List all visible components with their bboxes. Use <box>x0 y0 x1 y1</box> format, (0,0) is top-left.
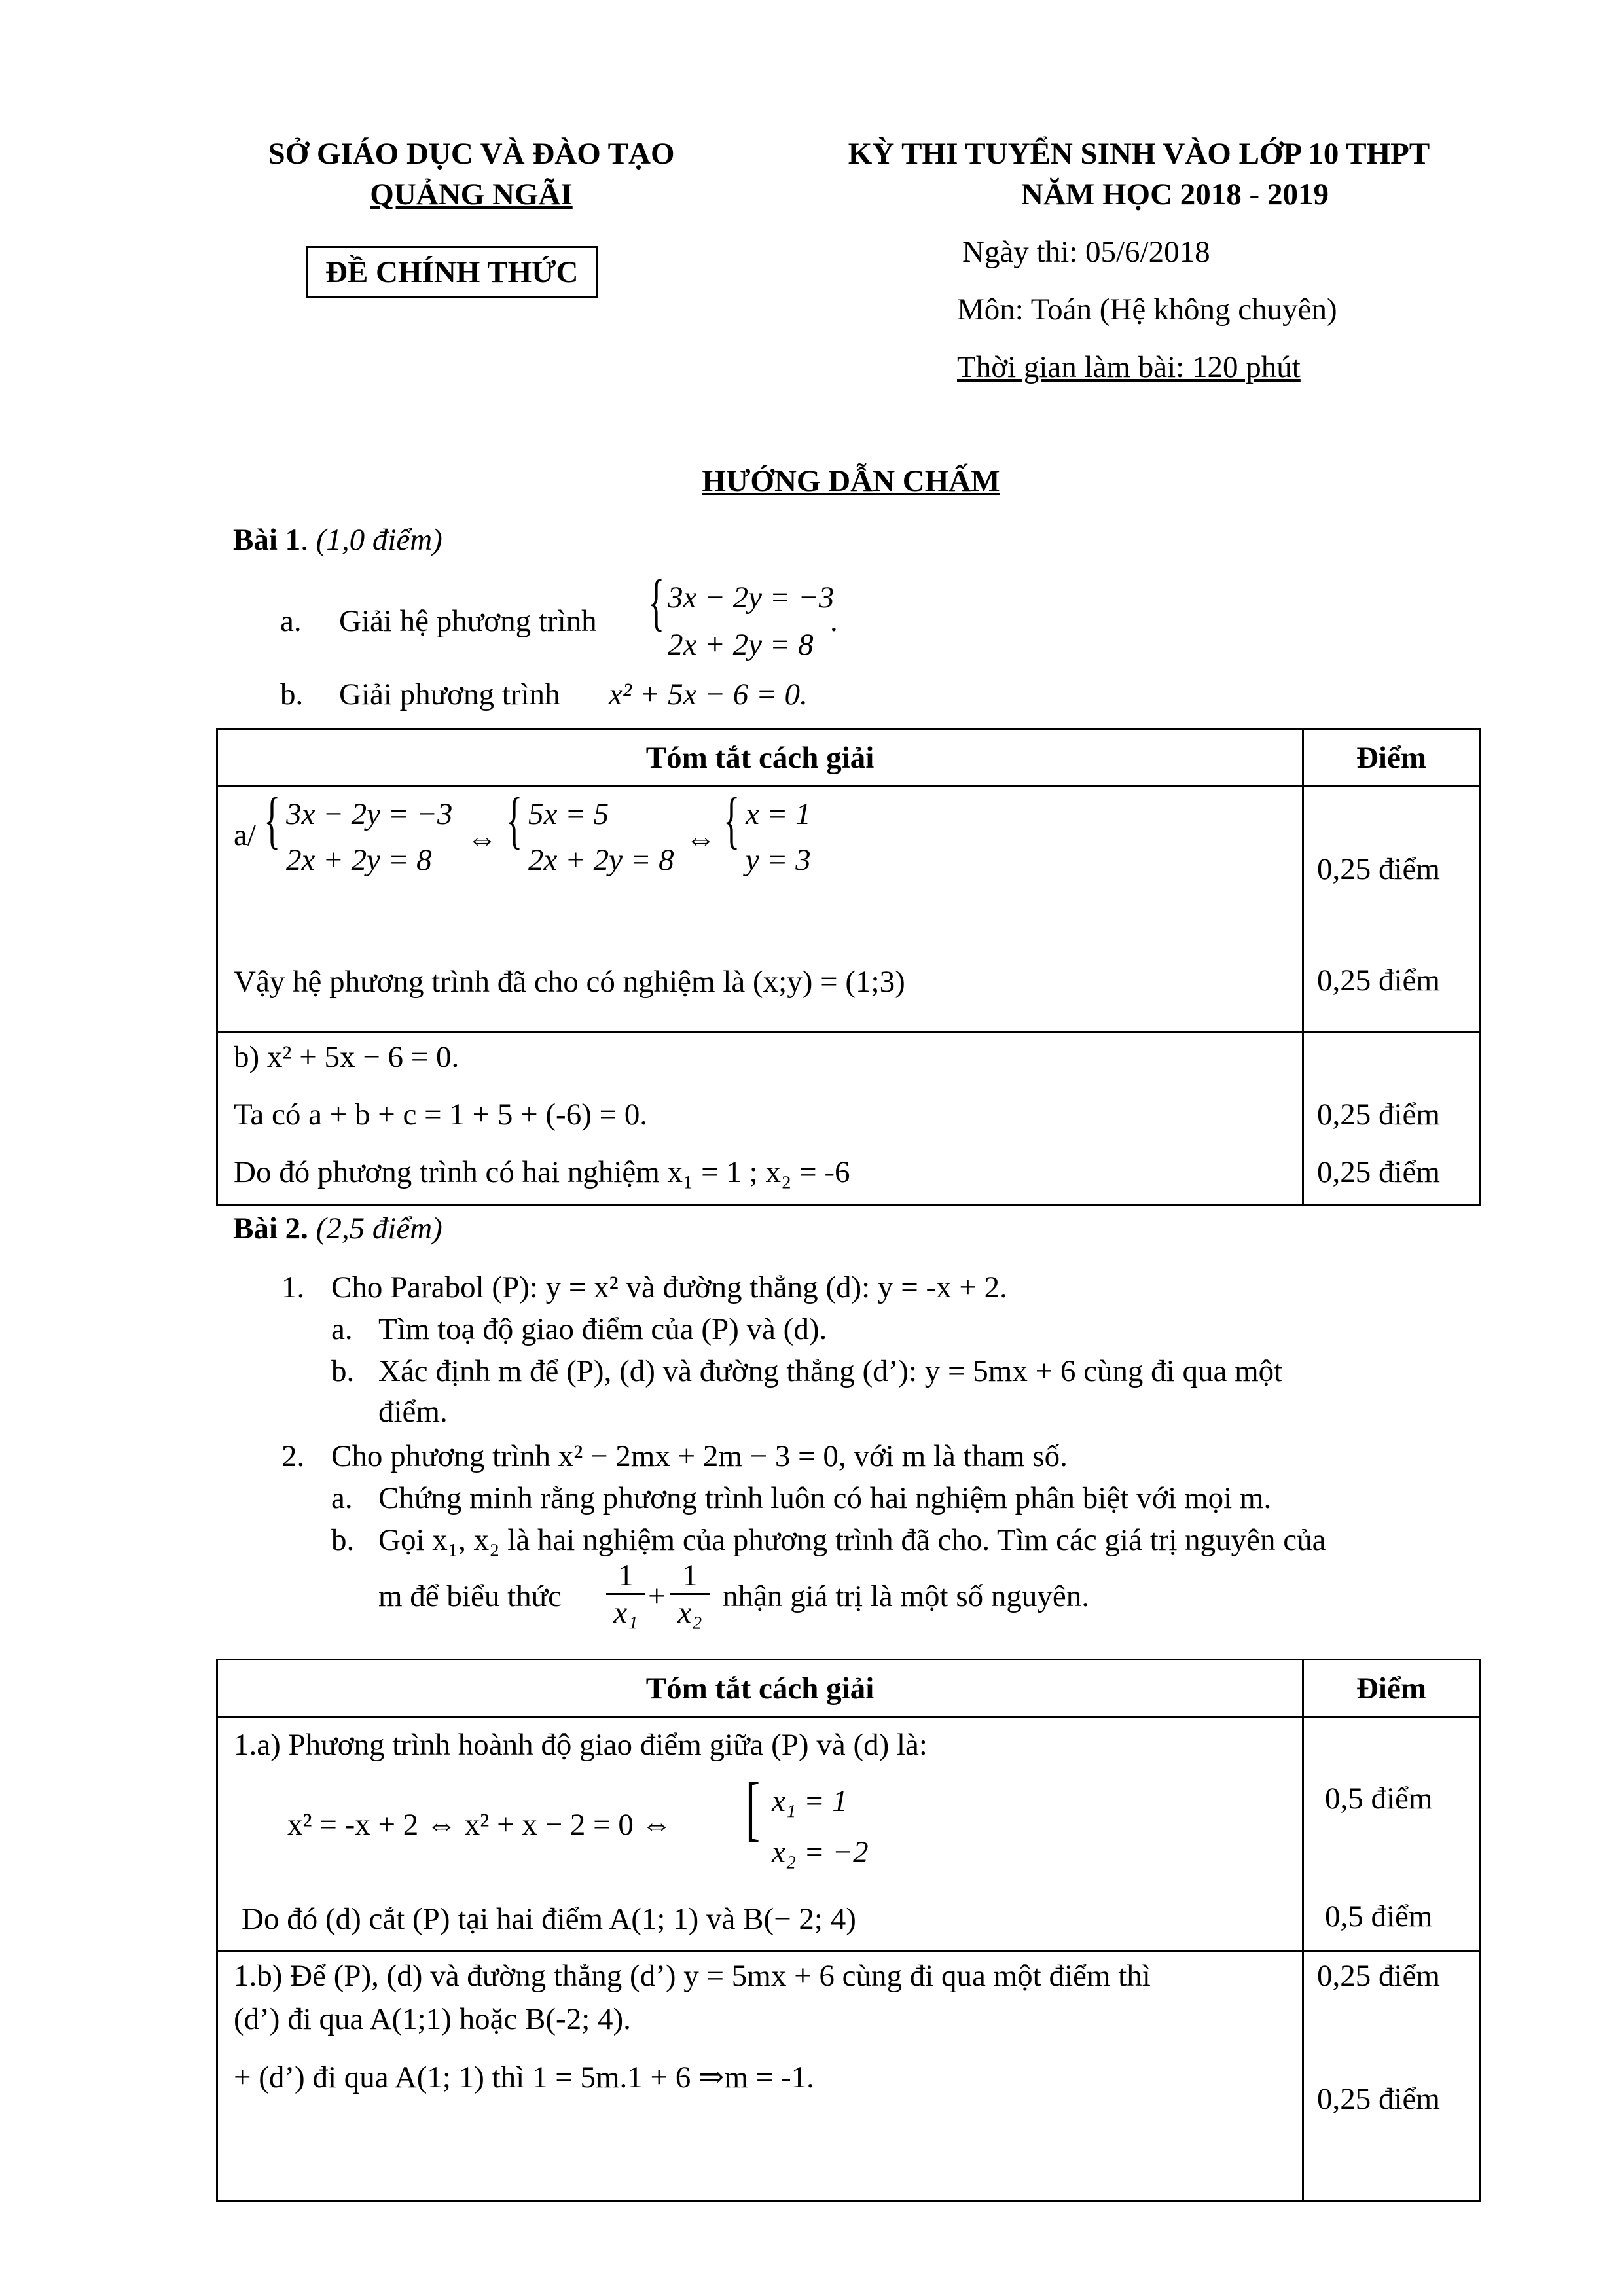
step1-eq1: 3x − 2y = −3 <box>286 797 453 831</box>
points-1b-first: 0,25 điểm <box>1317 1098 1440 1132</box>
step2-eq2: 2x + 2y = 8 <box>528 843 674 877</box>
official-exam-badge: ĐỀ CHÍNH THỨC <box>306 246 598 298</box>
question-1b-text-line2: điểm. <box>378 1395 448 1429</box>
fraction-1-numerator: 1 <box>618 1558 634 1592</box>
question-2a-label: a. <box>331 1481 353 1515</box>
question-2-number: 2. <box>281 1439 305 1473</box>
solution-cell-1b <box>217 1032 1303 1206</box>
points-2-1a-second: 0,5 điểm <box>1325 1899 1433 1933</box>
solution-1b-line2: Ta có a + b + c = 1 + 5 + (-6) = 0. <box>234 1098 648 1132</box>
question-2a-text: Chứng minh rằng phương trình luôn có hai nghiệm phân biệt với mọi m. <box>378 1481 1272 1515</box>
system-brace: { <box>648 567 665 637</box>
question-2b-text-line2b: nhận giá trị là một số nguyên. <box>723 1579 1089 1613</box>
fraction-plus-sign: + <box>648 1579 666 1613</box>
solution-2-1a-conclusion: Do đó (d) cắt (P) tại hai điểm A(1; 1) và B(− 2; 4) <box>242 1902 856 1936</box>
table-header-solution: Tóm tắt cách giải <box>217 729 1303 787</box>
points-2-1b-second: 0,25 điểm <box>1317 2082 1440 2116</box>
system-equation-2: 2x + 2y = 8 <box>668 628 814 662</box>
province-name: QUẢNG NGÃI <box>370 177 573 211</box>
exam-duration: Thời gian làm bài: 120 phút <box>957 350 1301 384</box>
problem-2-heading <box>233 1211 442 1246</box>
problem-1b-text: Giải phương trình <box>339 677 560 711</box>
points-cell-1a <box>1303 787 1480 1032</box>
points-cell-2-1b <box>1303 1951 1480 2202</box>
table-header-points: Điểm <box>1303 729 1480 787</box>
exam-date: Ngày thi: 05/6/2018 <box>962 235 1210 269</box>
solution-1b-line3: Do đó phương trình có hai nghiệm x₁ = 1 ; x₂ = -6 <box>234 1155 850 1189</box>
solution-cell-2-1a <box>217 1717 1303 1951</box>
fraction-2-denominator: x₂ <box>670 1593 710 1630</box>
question-1a-text: Tìm toạ độ giao điểm của (P) và (d). <box>378 1312 827 1346</box>
question-1a-label: a. <box>331 1312 353 1346</box>
question-1-text: Cho Parabol (P): y = x² và đường thẳng (d): y = -x + 2. <box>331 1270 1007 1304</box>
problem-1b-equation: x² + 5x − 6 = 0. <box>609 677 808 711</box>
solution-2-1b-line3: + (d’) đi qua A(1; 1) thì 1 = 5m.1 + 6 ⇒m = -1. <box>234 2060 814 2094</box>
problem-2-label: Bài 2. <box>233 1211 308 1246</box>
fraction-1-over-x1 <box>606 1558 645 1630</box>
problem-1-heading: Bài 1. (1,0 điểm) <box>233 523 442 557</box>
points-2-1a-first: 0,5 điểm <box>1325 1782 1433 1816</box>
problem-1a-text: Giải hệ phương trình <box>339 604 597 638</box>
step3-eq2: y = 3 <box>746 843 811 877</box>
question-1-number: 1. <box>281 1270 305 1304</box>
department-name: SỞ GIÁO DỤC VÀ ĐÀO TẠO <box>268 137 675 171</box>
brace-step-2: { <box>506 785 523 855</box>
step1-eq2: 2x + 2y = 8 <box>286 843 432 877</box>
problem-1-label: Bài 1 <box>233 523 301 557</box>
solution-2-1b-line2: (d’) đi qua A(1;1) hoặc B(-2; 4). <box>234 2002 631 2036</box>
solution-cell-2-1b <box>217 1951 1303 2202</box>
fraction-2-numerator: 1 <box>682 1558 698 1592</box>
school-year: NĂM HỌC 2018 - 2019 <box>1021 177 1329 211</box>
question-1b-text-line1: Xác định m để (P), (d) và đường thẳng (d’): y = 5mx + 6 cùng đi qua một <box>378 1354 1283 1388</box>
fraction-1-denominator: x₁ <box>606 1593 645 1630</box>
system-equation-1: 3x − 2y = −3 <box>668 581 835 615</box>
problem-2-solution-table <box>216 1659 1481 2202</box>
root-x1: x₁ = 1 <box>772 1784 848 1818</box>
points-1b-second: 0,25 điểm <box>1317 1155 1440 1189</box>
equivalence-symbol-1: ⇔ <box>467 822 497 856</box>
question-2b-label: b. <box>331 1523 355 1557</box>
points-1a-second: 0,25 điểm <box>1317 963 1440 997</box>
step3-eq1: x = 1 <box>746 797 811 831</box>
fraction-1-over-x2 <box>670 1558 710 1630</box>
solution-cell-1a <box>217 787 1303 1032</box>
points-2-1b-first: 0,25 điểm <box>1317 1959 1440 1993</box>
solution-2-1b-line1: 1.b) Để (P), (d) và đường thẳng (d’) y = 5mx + 6 cùng đi qua một điểm thì <box>234 1959 1151 1993</box>
table2-header-points: Điểm <box>1303 1660 1480 1717</box>
root-x2: x₂ = −2 <box>772 1835 869 1869</box>
solution-2-1a-equation: x² = -x + 2 ⇔ x² + x − 2 = 0 ⇔ <box>287 1808 672 1842</box>
points-1a-first: 0,25 điểm <box>1317 852 1440 886</box>
root-bracket: [ <box>746 1768 760 1848</box>
brace-step-3: { <box>723 785 740 855</box>
equivalence-symbol-2: ⇔ <box>685 822 716 856</box>
problem-1-points: (1,0 điểm) <box>316 523 442 557</box>
question-1b-label: b. <box>331 1354 355 1388</box>
problem-1-solution-table <box>216 728 1481 1206</box>
problem-1a-label: a. <box>280 604 302 638</box>
question-2-text: Cho phương trình x² − 2mx + 2m − 3 = 0, với m là tham số. <box>331 1439 1068 1473</box>
brace-step-1: { <box>264 785 281 855</box>
solution-1b-line1: b) x² + 5x − 6 = 0. <box>234 1040 460 1074</box>
table2-header-solution: Tóm tắt cách giải <box>217 1660 1303 1717</box>
solution-1a-conclusion: Vậy hệ phương trình đã cho có nghiệm là (x;y) = (1;3) <box>234 965 905 999</box>
problem-1b-label: b. <box>280 677 304 711</box>
solution-2-1a-line1: 1.a) Phương trình hoành độ giao điểm giữa (P) và (d) là: <box>234 1728 928 1762</box>
points-cell-1b <box>1303 1032 1480 1206</box>
exam-subject: Môn: Toán (Hệ không chuyên) <box>957 293 1337 327</box>
step2-eq1: 5x = 5 <box>528 797 609 831</box>
question-2b-text-line2a: m để biểu thức <box>378 1579 562 1613</box>
solution-1a-prefix: a/ <box>234 818 256 852</box>
points-cell-2-1a <box>1303 1717 1480 1951</box>
problem-2-points: (2,5 điểm) <box>316 1211 442 1246</box>
system-period: . <box>830 604 838 638</box>
document-title: HƯỚNG DẪN CHẤM <box>702 464 1000 498</box>
question-2b-text-line1: Gọi x₁, x₂ là hai nghiệm của phương trình đã cho. Tìm các giá trị nguyên của <box>378 1523 1326 1557</box>
exam-title: KỲ THI TUYỂN SINH VÀO LỚP 10 THPT <box>848 137 1430 171</box>
